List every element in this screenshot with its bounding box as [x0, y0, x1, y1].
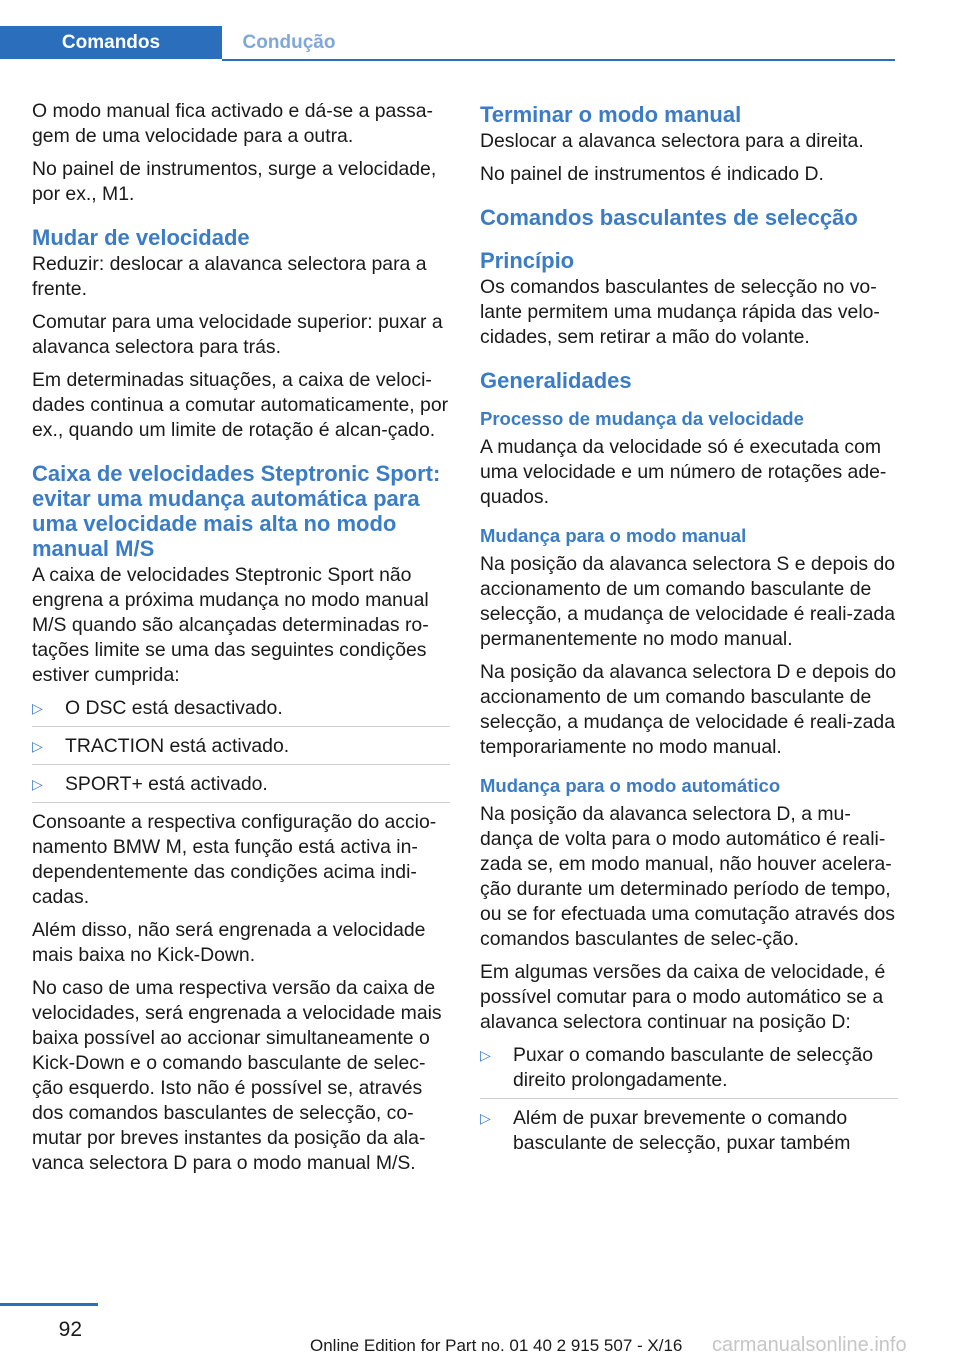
section-heading: Princípio — [480, 248, 575, 273]
list-item-text: SPORT+ está activado. — [65, 773, 268, 795]
list-item — [480, 1043, 898, 1099]
list-item-text: Além de puxar brevemente o comando basculante de selecção, puxar também — [513, 1107, 851, 1154]
right-column — [480, 102, 898, 1168]
tab-comandos[interactable]: Comandos — [0, 26, 222, 59]
tab-conducao[interactable]: Condução — [242, 32, 336, 53]
paragraph: No painel de instrumentos, surge a velocidade, por ex., M1. — [32, 158, 437, 205]
triangle-bullet-icon: ▷ — [32, 738, 43, 754]
paragraph: A caixa de velocidades Steptronic Sport não engrena a próxima mudança no modo manual M/S quando são alcançadas determinadas ro-tações limite se uma das seguintes condições estiver cumprida: — [32, 564, 429, 686]
list-item-text: TRACTION está activado. — [65, 735, 290, 757]
section-heading: Generalidades — [480, 368, 632, 393]
triangle-bullet-icon: ▷ — [480, 1047, 491, 1063]
paragraph: A mudança da velocidade só é executada com uma velocidade e um número de rotações ade-quados. — [480, 436, 887, 508]
watermark: carmanualsonline.info — [712, 1334, 907, 1356]
paragraph: Reduzir: deslocar a alavanca selectora para a frente. — [32, 253, 427, 300]
paragraph: O modo manual fica activado e dá-se a passa-gem de uma velocidade para a outra. — [32, 100, 433, 147]
left-column — [32, 99, 450, 1184]
paragraph: Consoante a respectiva configuração do accio-namento BMW M, esta função está activa in-dependentemente das condições acima indi-cadas. — [32, 811, 437, 908]
paragraph: Na posição da alavanca selectora D, a mu-dança de volta para o modo automático é reali-zada se, em modo manual, não houver acelera-ção durante um determinado período de tempo, ou se for efectuada uma comutação através dos comandos basculantes de selec-ção. — [480, 803, 895, 950]
section-heading: Caixa de velocidades Steptronic Sport: evitar uma mudança automática para uma velocidade mais alta no modo manual M/S — [32, 461, 441, 561]
header-rule — [222, 59, 895, 61]
bullet-list — [480, 1043, 898, 1161]
triangle-bullet-icon: ▷ — [480, 1110, 491, 1126]
list-item — [32, 772, 450, 803]
paragraph: Na posição da alavanca selectora D e depois do accionamento de um comando basculante de selecção, a mudança de velocidade é reali-zada temporariamente no modo manual. — [480, 661, 897, 758]
paragraph: Os comandos basculantes de selecção no vo-lante permitem uma mudança rápida das velo-cidades, sem retirar a mão do volante. — [480, 276, 880, 348]
list-item — [32, 734, 450, 765]
chapter-heading: Comandos basculantes de selecção — [480, 205, 858, 230]
paragraph: Em determinadas situações, a caixa de veloci-dades continua a comutar automaticamente, por ex., quando um limite de rotação é alcan-çado. — [32, 369, 449, 441]
subsection-heading: Mudança para o modo automático — [480, 775, 781, 796]
paragraph: Comutar para uma velocidade superior: puxar a alavanca selectora para trás. — [32, 311, 443, 358]
triangle-bullet-icon: ▷ — [32, 700, 43, 716]
section-heading: Mudar de velocidade — [32, 225, 250, 250]
section-heading: Terminar o modo manual — [480, 102, 742, 127]
paragraph: No caso de uma respectiva versão da caixa de velocidades, será engrenada a velocidade mais baixa possível ao accionar simultaneamente o Kick-Down e o comando basculante de selec-ção esquerdo. Isto não é possível se, através dos comandos basculantes de selecção, co-mutar por breves instantes da posição da ala-vanca selectora D para o modo manual M/S. — [32, 977, 442, 1174]
paragraph: Além disso, não será engrenada a velocidade mais baixa no Kick-Down. — [32, 919, 426, 966]
paragraph: Deslocar a alavanca selectora para a direita. — [480, 130, 864, 152]
subsection-heading: Mudança para o modo manual — [480, 525, 747, 546]
paragraph: No painel de instrumentos é indicado D. — [480, 163, 824, 185]
triangle-bullet-icon: ▷ — [32, 776, 43, 792]
subsection-heading: Processo de mudança da velocidade — [480, 408, 804, 429]
paragraph: Em algumas versões da caixa de velocidade, é possível comutar para o modo automático se a alavanca selectora continuar na posição D: — [480, 961, 886, 1033]
paragraph: Na posição da alavanca selectora S e depois do accionamento de um comando basculante de selecção, a mudança de velocidade é reali-zada permanentemente no modo manual. — [480, 553, 896, 650]
bullet-list — [32, 696, 450, 803]
list-item — [480, 1106, 898, 1161]
list-item-text: O DSC está desactivado. — [65, 697, 283, 719]
list-item — [32, 696, 450, 727]
list-item-text: Puxar o comando basculante de selecção direito prolongadamente. — [513, 1044, 874, 1091]
edition-footer: Online Edition for Part no. 01 40 2 915 507 - X/16 — [310, 1336, 683, 1355]
header-tabs — [0, 26, 895, 61]
page-number-rule — [0, 1303, 98, 1306]
page-number: 92 — [58, 1318, 82, 1341]
